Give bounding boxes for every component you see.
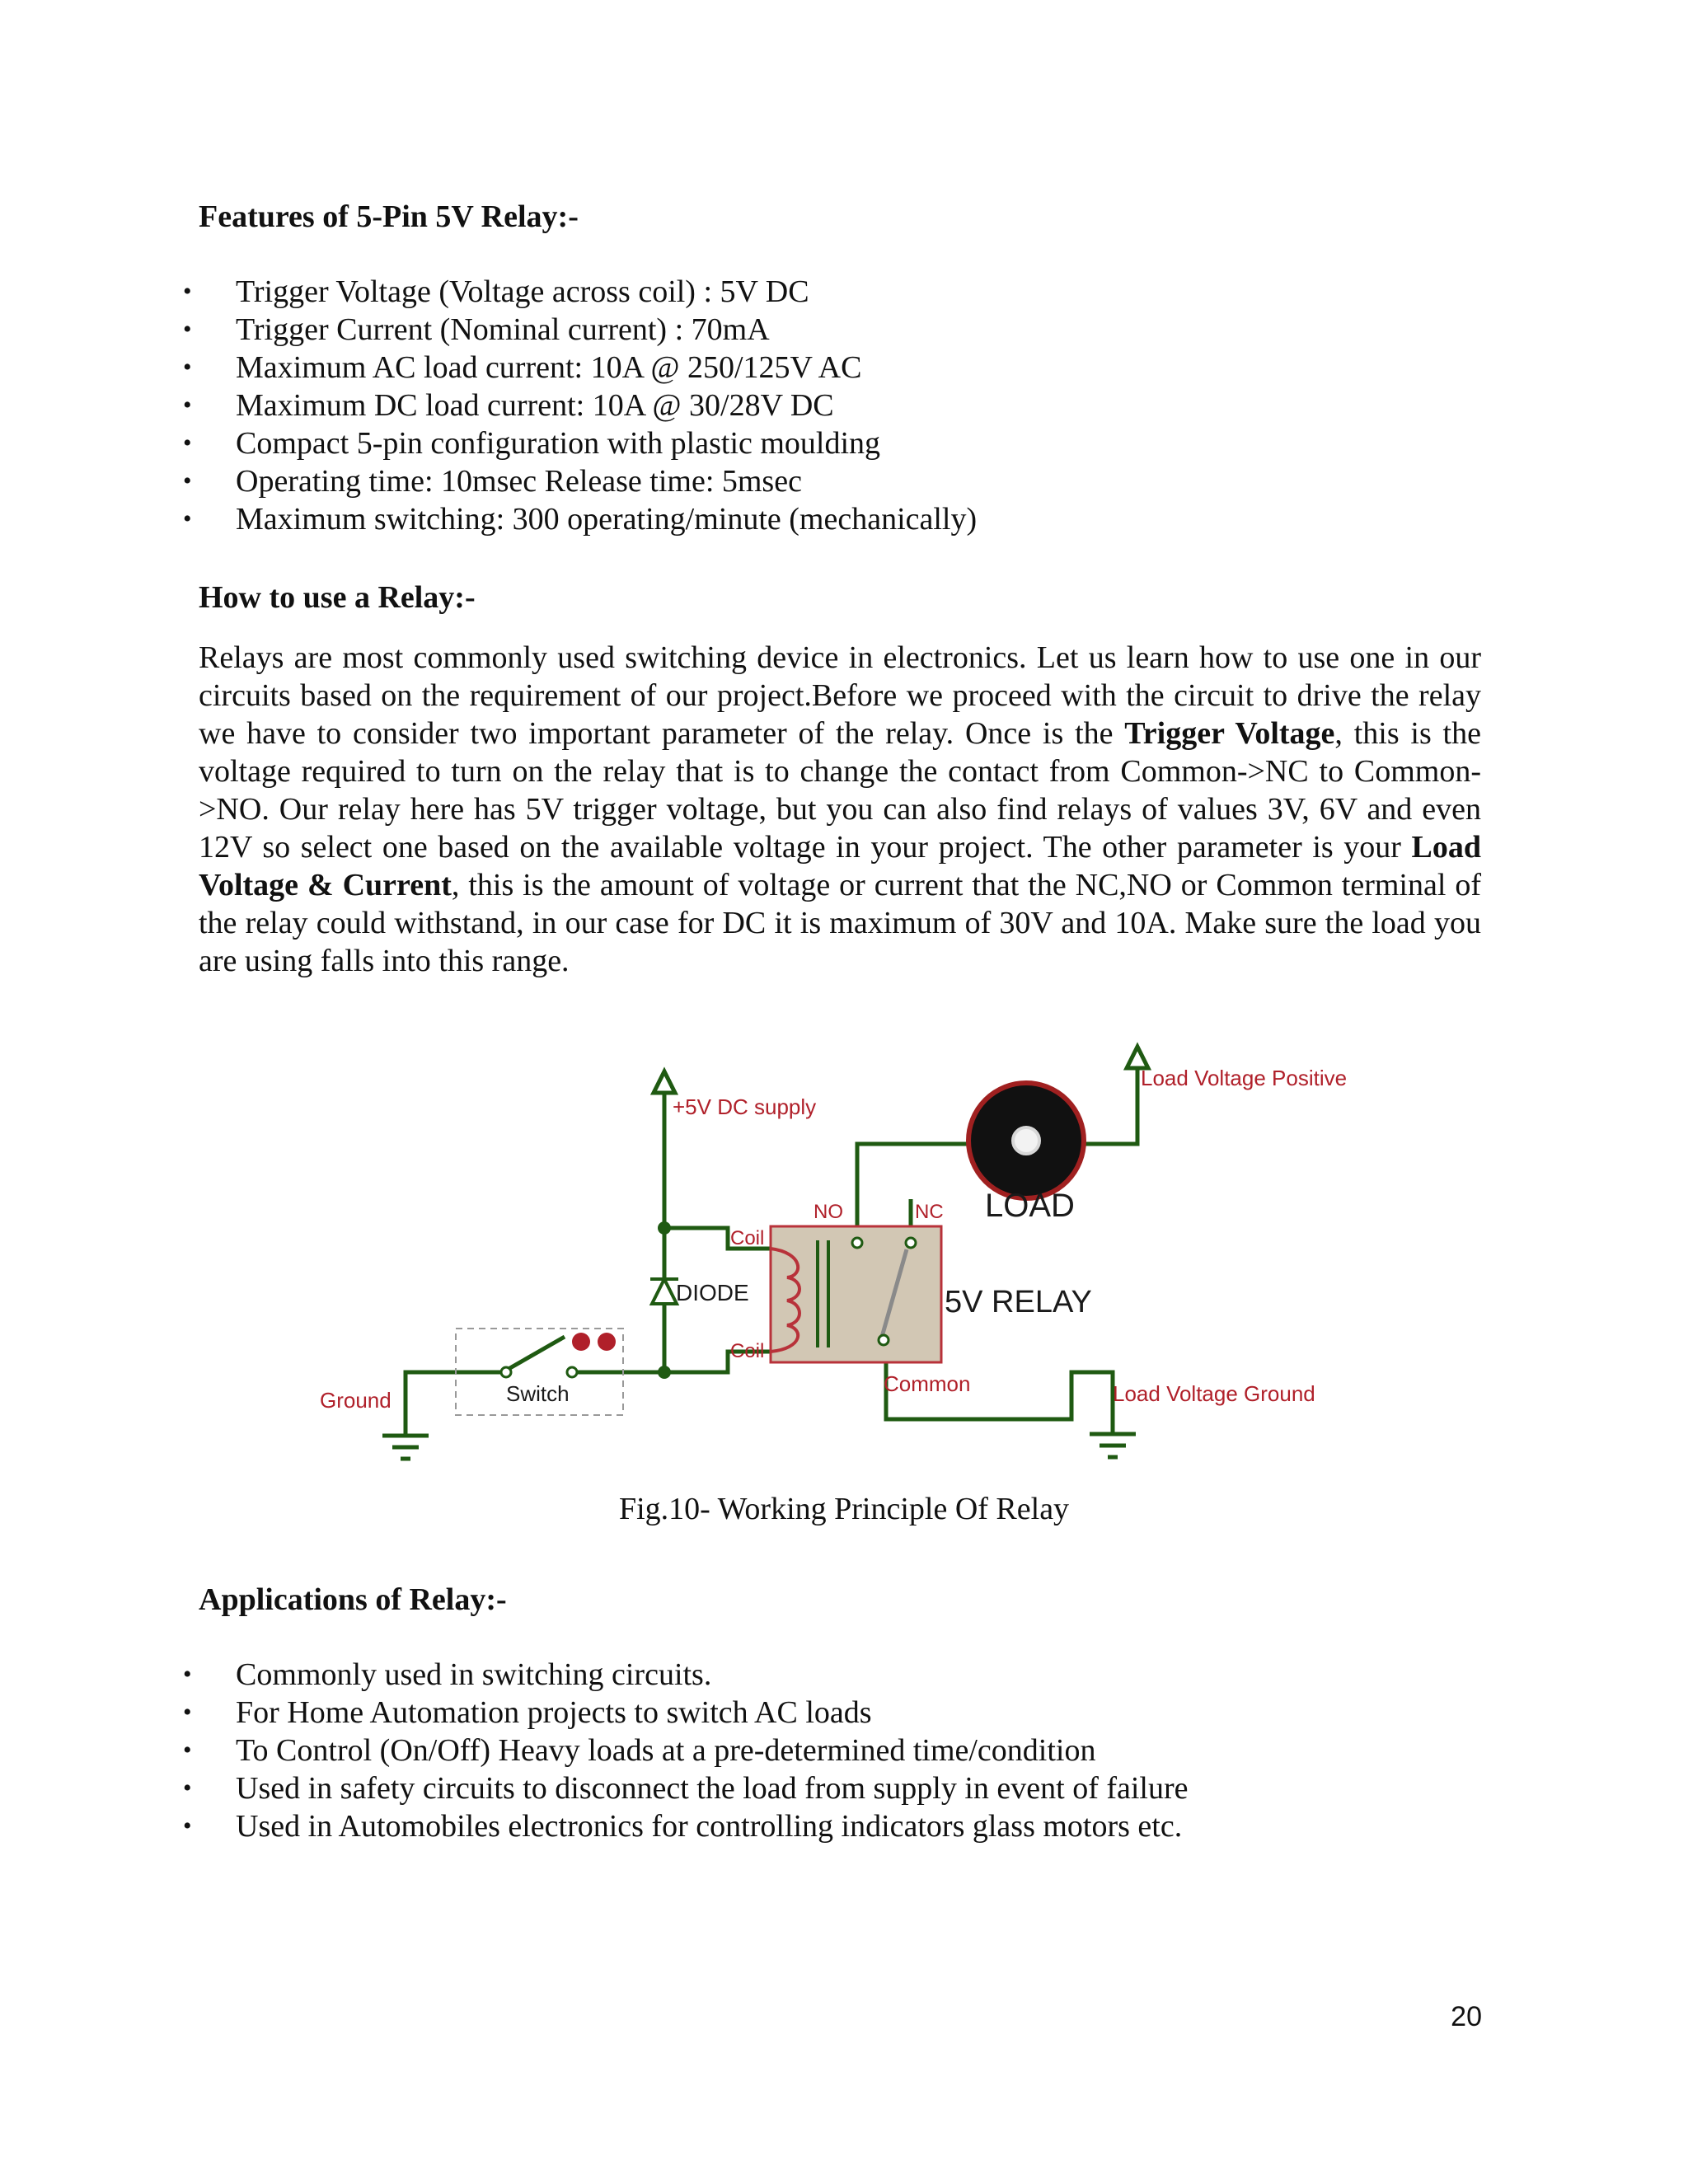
list-item: • To Control (On/Off) Heavy loads at a pre-determined time/condition — [183, 1732, 1189, 1769]
list-item: • Trigger Voltage (Voltage across coil) : 5V DC — [183, 273, 977, 311]
applications-heading: Applications of Relay:- — [199, 1582, 507, 1617]
features-heading: Features of 5-Pin 5V Relay:- — [199, 199, 579, 234]
howto-paragraph — [199, 639, 1481, 980]
figure-caption: Fig.10- Working Principle Of Relay — [618, 1492, 1070, 1526]
no-contact — [852, 1238, 862, 1248]
list-item: • Used in Automobiles electronics for controlling indicators glass motors etc. — [183, 1807, 1189, 1845]
no-label: NO — [814, 1201, 843, 1223]
load-ground-label: Load Voltage Ground — [1113, 1381, 1315, 1406]
nc-contact — [906, 1238, 916, 1248]
diode-label: DIODE — [676, 1280, 749, 1305]
junction-dot — [658, 1366, 671, 1379]
list-item: • Used in safety circuits to disconnect the load from supply in event of failure — [183, 1769, 1189, 1807]
common-label: Common — [884, 1371, 971, 1396]
paragraph-text: Relays are most commonly used switching device in electronics. Let us learn how to use one in our circuits based on the requirement of our project.Before we proceed with the circuit to drive the relay we have to consider two important parameter of the relay. Once is the — [199, 640, 1481, 751]
list-item: • Operating time: 10msec Release time: 5msec — [183, 462, 977, 500]
load-voltage-current-term: Load Voltage & Current — [199, 830, 1481, 902]
page-number: 20 — [1451, 2001, 1482, 2032]
applications-list — [183, 1656, 1189, 1845]
coil-top-label: Coil — [730, 1227, 765, 1249]
list-item: • Commonly used in switching circuits. — [183, 1656, 1189, 1694]
supply-label: +5V DC supply — [673, 1094, 817, 1119]
load-ground-symbol-icon — [1090, 1434, 1136, 1457]
list-item: • Maximum DC load current: 10A @ 30/28V DC — [183, 387, 977, 424]
switch-indicator-icon — [598, 1333, 616, 1351]
relay-label: 5V RELAY — [945, 1285, 1092, 1319]
list-item: • Compact 5-pin configuration with plastic moulding — [183, 424, 977, 462]
switch-contact — [501, 1367, 511, 1377]
list-item: • For Home Automation projects to switch AC loads — [183, 1694, 1189, 1732]
ground-label: Ground — [320, 1388, 392, 1413]
switch-indicator-icon — [572, 1333, 590, 1351]
nc-label: NC — [915, 1201, 944, 1223]
list-item: • Maximum switching: 300 operating/minute (mechanically) — [183, 500, 977, 538]
howto-heading: How to use a Relay:- — [199, 580, 476, 615]
list-item: • Trigger Current (Nominal current) : 70mA — [183, 311, 977, 349]
ground-wire — [406, 1372, 503, 1436]
ground-symbol-icon — [382, 1436, 429, 1459]
switch-contact — [567, 1367, 577, 1377]
list-item: • Maximum AC load current: 10A @ 250/125V AC — [183, 349, 977, 387]
paragraph-text: , this is the amount of voltage or current that the NC,NO or Common terminal of the relay could withstand, in our case for DC it is maximum of 30V and 10A. Make sure the load you are using falls into this range. — [199, 868, 1482, 978]
switch-lever — [503, 1337, 565, 1372]
common-contact — [879, 1335, 889, 1345]
load-positive-label: Load Voltage Positive — [1141, 1066, 1348, 1090]
switch-label: Switch — [506, 1381, 570, 1406]
load-label: LOAD — [985, 1188, 1075, 1224]
coil-bottom-label: Coil — [730, 1340, 765, 1362]
relay-circuit-diagram — [305, 1022, 1393, 1483]
junction-dot — [658, 1221, 671, 1235]
load-center-icon — [1013, 1127, 1039, 1154]
trigger-voltage-term: Trigger Voltage — [1124, 716, 1335, 751]
features-list — [183, 273, 977, 538]
supply-terminal-icon — [654, 1071, 675, 1093]
diode-icon — [650, 1279, 678, 1304]
paragraph-text: , this is the voltage required to turn on the relay that is to change the contact from Common->NC to Common->NO. Our relay here has 5V trigger voltage, but you can also find relays of values 3V, 6V and even 12V so select one based on the available voltage in your project. The other parameter is your — [199, 716, 1481, 865]
